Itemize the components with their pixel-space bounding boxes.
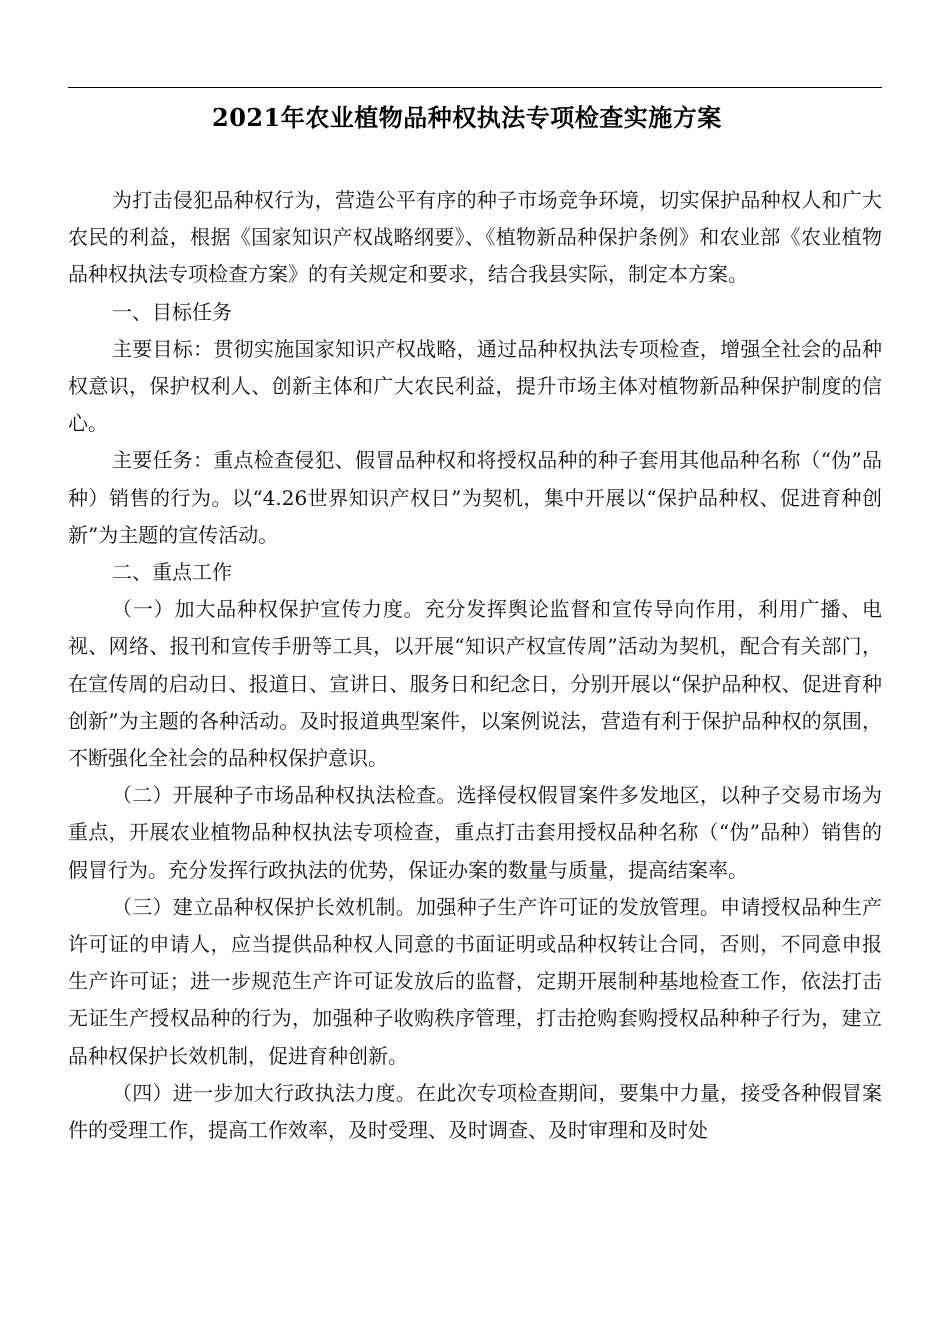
paragraph-item-2: （二）开展种子市场品种权执法检查。选择侵权假冒案件多发地区，以种子交易市场为重点，开展农业植物品种权执法专项检查，重点打击套用授权品种名称（“伪”品种）销售的假冒行为。充分发挥行政执法的优势，保证办案的数量与质量，提高结案率。	[68, 783, 882, 882]
document-body	[68, 182, 882, 1149]
document-title: 2021年农业植物品种权执法专项检查实施方案	[212, 103, 722, 132]
header-rule	[68, 87, 882, 88]
paragraph-item-3: （三）建立品种权保护长效机制。加强种子生产许可证的发放管理。申请授权品种生产许可证的申请人，应当提供品种权人同意的书面证明或品种权转让合同，否则，不同意申报生产许可证；进一步规范生产许可证发放后的监督，定期开展制种基地检查工作，依法打击无证生产授权品种的行为，加强种子收购秩序管理，打击抢购套购授权品种种子行为，建立品种权保护长效机制，促进育种创新。	[68, 894, 882, 1068]
section-heading-1: 一、目标任务	[112, 299, 232, 324]
paragraph-intro: 为打击侵犯品种权行为，营造公平有序的种子市场竞争环境，切实保护品种权人和广大农民的利益，根据《国家知识产权战略纲要》、《植物新品种保护条例》和农业部《农业植物品种权执法专项检查方案》的有关规定和要求，结合我县实际，制定本方案。	[68, 188, 882, 287]
paragraph-main-task: 主要任务：重点检查侵犯、假冒品种权和将授权品种的种子套用其他品种名称（“伪”品种）销售的行为。以“4.26世界知识产权日”为契机，集中开展以“保护品种权、促进育种创新”为主题的宣传活动。	[68, 448, 882, 547]
section-heading-2: 二、重点工作	[112, 560, 232, 585]
paragraph-item-4: （四）进一步加大行政执法力度。在此次专项检查期间，要集中力量，接受各种假冒案件的受理工作，提高工作效率，及时受理、及时调查、及时审理和及时处	[68, 1080, 882, 1143]
paragraph-main-goal: 主要目标：贯彻实施国家知识产权战略，通过品种权执法专项检查，增强全社会的品种权意识，保护权利人、创新主体和广大农民利益，提升市场主体对植物新品种保护制度的信心。	[68, 336, 882, 436]
paragraph-item-1: （一）加大品种权保护宣传力度。充分发挥舆论监督和宣传导向作用，利用广播、电视、网络、报刊和宣传手册等工具，以开展“知识产权宣传周”活动为契机，配合有关部门，在宣传周的启动日、报道日、宣讲日、服务日和纪念日，分别开展以“保护品种权、促进育种创新”为主题的各种活动。及时报道典型案件，以案例说法，营造有利于保护品种权的氛围，不断强化全社会的品种权保护意识。	[68, 597, 882, 771]
